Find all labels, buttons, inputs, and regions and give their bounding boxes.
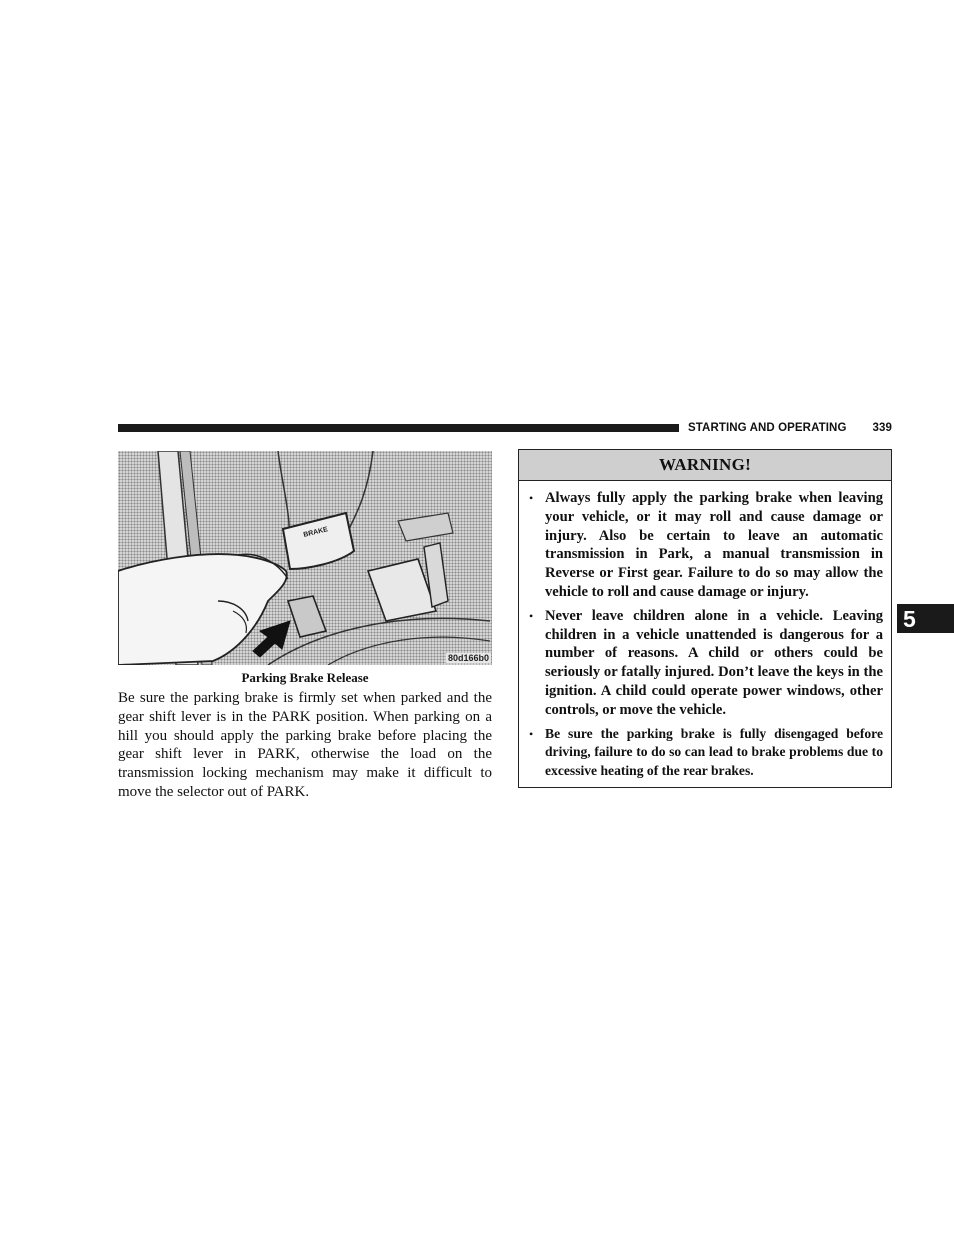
warning-list	[519, 481, 891, 781]
bullet-icon: •	[529, 491, 534, 505]
warning-item	[529, 489, 883, 602]
body-paragraph: Be sure the parking brake is firmly set when parked and the gear shift lever is in the PARK position. When parking on a hill you should apply the parking brake before placing the gear shift lever in PARK, otherwise the load on the transmission locking mechanism may make it difficult to move the selector out of PARK.	[118, 690, 492, 800]
warning-box	[518, 449, 892, 788]
header-rule	[118, 424, 679, 432]
figure-id-label: 80d166b0	[447, 653, 489, 663]
chapter-tab: 5	[897, 604, 954, 633]
warning-title: WARNING!	[519, 450, 891, 481]
bullet-icon: •	[529, 726, 534, 741]
page-number: 339	[872, 422, 892, 434]
warning-item-text: Never leave children alone in a vehicle. Leaving children in a vehicle unattended is dangerous for a number of reasons. A child or others could be seriously or fatally injured. Don’t leave the keys in the ignition. A child could operate power windows, other controls, or move the vehicle.	[545, 607, 883, 718]
figure-caption: Parking Brake Release	[241, 670, 369, 685]
warning-item-text: Always fully apply the parking brake when leaving your vehicle, or it may roll and cause damage or injury. Also be certain to leave an automatic transmission in Park, a manual transmission in Reverse or First gear. Failure to do so may allow the vehicle to roll and cause damage or injury.	[545, 490, 883, 600]
page-header	[688, 420, 892, 436]
warning-item	[529, 607, 883, 720]
section-title: STARTING AND OPERATING	[688, 422, 847, 434]
brake-handle-label: BRAKE	[302, 526, 329, 539]
warning-item-text: Be sure the parking brake is fully disengaged before driving, failure to do so can lead to brake problems due to excessive heating of the rear brakes.	[545, 725, 883, 779]
bullet-icon: •	[529, 608, 534, 623]
warning-item	[529, 725, 883, 781]
parking-brake-illustration	[118, 451, 492, 665]
illustration-drawing	[118, 451, 492, 665]
